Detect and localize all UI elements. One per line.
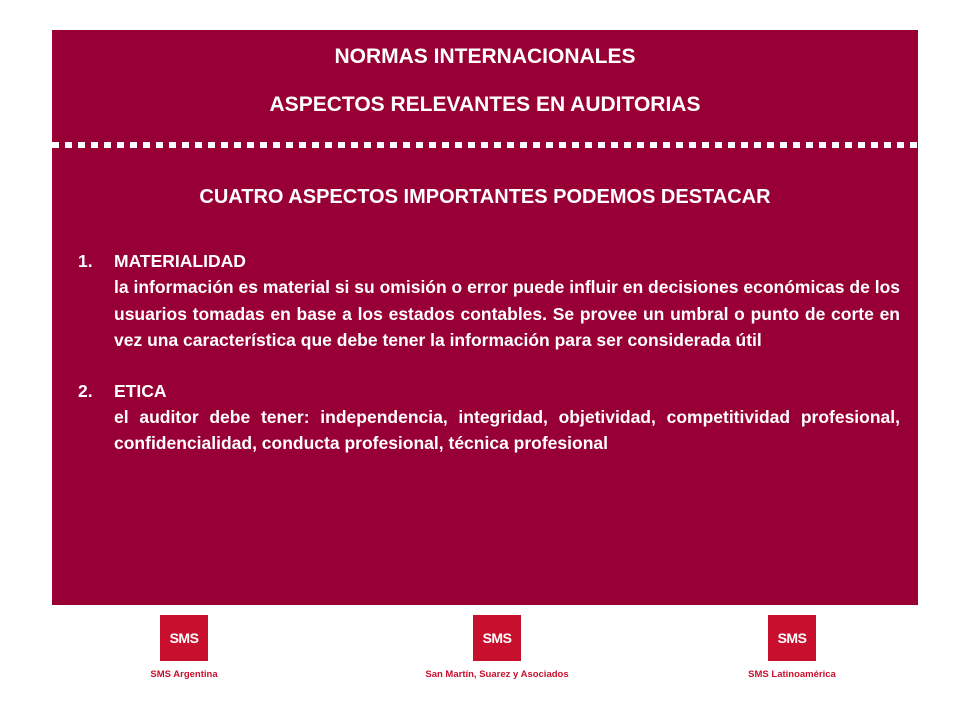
sms-logo-mark: SMS [160,615,208,661]
title-line-2: ASPECTOS RELEVANTES EN AUDITORIAS [269,93,701,116]
logo-sms-asociados [387,615,607,681]
item-heading: ETICA [114,380,167,401]
logo-strip [0,615,960,715]
section-subtitle: CUATRO ASPECTOS IMPORTANTES PODEMOS DESTACAR [199,186,771,208]
logo-caption: San Martín, Suarez y Asociados [425,669,569,680]
item-number: 1. [78,251,93,271]
logo-caption: SMS Latinoamérica [748,669,836,680]
title-line-1: NORMAS INTERNACIONALES [334,45,636,68]
list-item [78,248,900,354]
logo-sms-argentina [74,615,294,681]
item-heading-row [78,248,900,274]
item-body: la información es material si su omisión o error puede influir en decisiones económicas de los usuarios tomadas en base a los estados contables. Se provee un umbral o punto de corte en vez una característica que debe tener la información para ser considerada útil [114,277,900,350]
item-body: el auditor debe tener: independencia, integridad, objetividad, competitividad profesional, confidencialidad, conducta profesional, técnica profesional [114,406,900,453]
item-number: 2. [78,380,93,401]
content-panel [52,30,918,605]
item-heading: MATERIALIDAD [114,251,246,271]
dotted-divider [52,142,918,148]
logo-caption: SMS Argentina [150,669,218,680]
sms-logo-mark: SMS [768,615,816,661]
list-item [78,378,900,457]
aspects-list [78,248,900,481]
item-heading-row [78,378,900,404]
logo-sms-latinoamerica [682,615,902,681]
sms-logo-mark: SMS [473,615,521,661]
